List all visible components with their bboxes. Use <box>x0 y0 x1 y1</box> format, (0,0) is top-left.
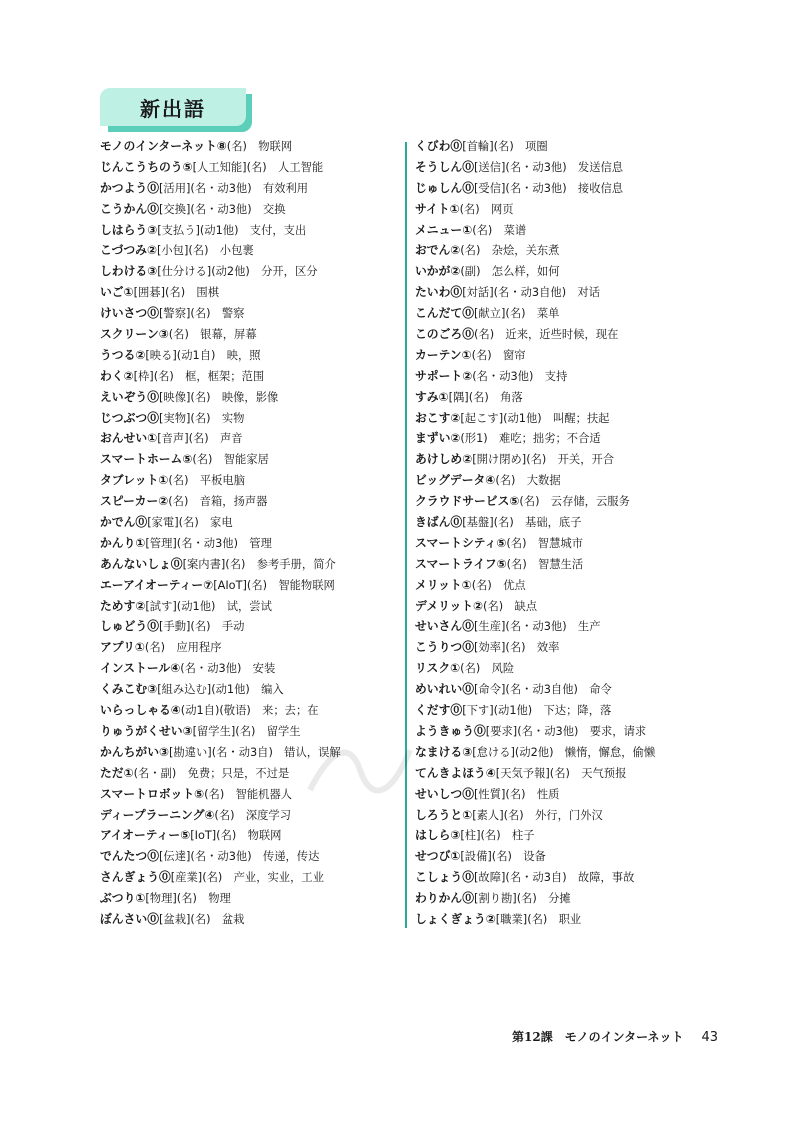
vocab-definition: [開け閉め](名) 开关，开合 <box>472 453 615 467</box>
vocab-entry <box>415 846 715 867</box>
vocab-entry <box>100 261 400 282</box>
vocab-entry <box>100 199 400 220</box>
vocab-entry <box>100 220 400 241</box>
vocab-reading: サポート② <box>415 368 473 383</box>
vocab-reading: こしょう⓪ <box>415 870 474 885</box>
vocab-entry <box>415 366 715 387</box>
vocab-entry <box>100 449 400 470</box>
footer-lesson-title: 第12課 モノのインターネット <box>512 1030 684 1044</box>
vocab-entry <box>415 408 715 429</box>
vocab-entry <box>100 533 400 554</box>
vocab-definition: [枠](名) 框，框架；范围 <box>133 369 265 383</box>
vocab-entry <box>415 428 715 449</box>
vocab-definition: [小包](名) 小包裹 <box>156 244 254 258</box>
vocab-definition: (名) 大数据 <box>495 474 561 488</box>
vocab-entry <box>100 575 400 596</box>
vocab-definition: [献立](名) 菜单 <box>474 307 560 321</box>
page-number: 43 <box>701 1030 719 1045</box>
vocab-reading: しろうと① <box>415 807 473 822</box>
vocab-entry <box>415 658 715 679</box>
vocab-definition: (形1) 难吃；拙劣；不合适 <box>460 432 601 446</box>
vocab-entry <box>100 658 400 679</box>
vocab-entry <box>415 387 715 408</box>
vocab-entry <box>100 805 400 826</box>
vocab-definition: [IoT](名) 物联网 <box>190 829 282 843</box>
vocab-reading: おんせい① <box>100 431 158 446</box>
vocab-definition: (名) 物联网 <box>226 140 293 153</box>
vocab-reading: じつぶつ⓪ <box>100 410 159 425</box>
vocab-entry <box>100 491 400 512</box>
vocab-entry <box>415 199 715 220</box>
vocab-reading: デメリット② <box>415 598 484 613</box>
vocab-reading: てんきよほう④ <box>415 765 496 780</box>
vocab-definition: [映る](动1自) 映，照 <box>145 348 261 362</box>
vocab-reading: じゅしん⓪ <box>415 180 474 195</box>
vocab-reading: しわける③ <box>100 264 158 279</box>
vocab-definition: [対話](名・动3自他) 对话 <box>462 286 600 300</box>
vocab-entry <box>100 470 400 491</box>
vocab-definition: [管理](名・动3他) 管理 <box>145 536 272 550</box>
vocab-definition: (名) 窗帘 <box>471 348 526 362</box>
vocab-reading: すみ① <box>415 389 449 404</box>
vocab-column-left <box>100 136 400 930</box>
vocab-entry <box>415 679 715 700</box>
vocab-reading: ためす② <box>100 598 146 613</box>
vocab-definition: (名) 音箱，扬声器 <box>168 495 268 509</box>
vocab-entry <box>100 825 400 846</box>
vocab-definition: [起こす](动1他) 叫醒；扶起 <box>460 411 610 425</box>
vocab-reading: あけしめ② <box>415 452 473 467</box>
vocab-reading: わく② <box>100 368 134 383</box>
vocab-entry <box>100 846 400 867</box>
vocab-definition: [生産](名・动3他) 生产 <box>474 620 601 634</box>
vocab-reading: あんないしょ⓪ <box>100 556 183 571</box>
vocab-definition: (名) 平板电脑 <box>168 474 245 488</box>
vocab-entry <box>100 637 400 658</box>
vocab-reading: えいぞう⓪ <box>100 389 159 404</box>
vocab-definition: [活用](名・动3他) 有效利用 <box>159 181 309 195</box>
vocab-entry <box>415 616 715 637</box>
vocab-definition: (名) 云存储，云服务 <box>519 495 630 509</box>
vocab-entry <box>415 324 715 345</box>
vocab-reading: このごろ⓪ <box>415 327 474 342</box>
vocab-definition: [受信](名・动3他) 接收信息 <box>474 181 624 195</box>
vocab-entry <box>415 825 715 846</box>
vocab-reading: スマートライフ⑤ <box>415 556 507 571</box>
vocab-reading: いらっしゃる④ <box>100 703 181 718</box>
vocab-definition: (副) 怎么样，如何 <box>460 265 560 279</box>
vocab-definition: (名・动3他) 支持 <box>472 369 568 383</box>
vocab-reading: いご① <box>100 285 134 300</box>
vocab-definition: (名) 缺点 <box>483 599 538 613</box>
vocab-entry <box>100 596 400 617</box>
vocab-definition: [要求](名・动3他) 要求，请求 <box>485 724 647 738</box>
vocab-definition: [伝達](名・动3他) 传递，传达 <box>159 850 320 864</box>
vocab-definition: (名) 菜谱 <box>472 223 527 237</box>
vocab-definition: (名) 银幕，屏幕 <box>168 328 257 342</box>
vocab-reading: うつる② <box>100 347 146 362</box>
vocab-definition: (名・副) 免费；只是，不过是 <box>133 766 290 780</box>
vocab-reading: スマートシティ⑤ <box>415 535 507 550</box>
section-title: 新出語 <box>140 96 206 121</box>
vocab-reading: じんこうちのう⑤ <box>100 159 193 174</box>
vocab-reading: ようきゅう⓪ <box>415 723 486 738</box>
vocab-reading: せいしつ⓪ <box>415 786 474 801</box>
page-footer <box>512 1028 718 1045</box>
vocab-entry <box>415 512 715 533</box>
vocab-definition: (名) 网页 <box>459 202 514 216</box>
vocab-entry <box>415 805 715 826</box>
vocab-entry <box>415 763 715 784</box>
vocab-entry <box>100 282 400 303</box>
vocab-reading: クラウドサービス⑤ <box>415 494 520 509</box>
vocab-entry <box>100 867 400 888</box>
vocab-reading: こづつみ② <box>100 243 157 258</box>
vocab-entry <box>100 888 400 909</box>
vocab-definition: (名) 优点 <box>471 578 526 592</box>
vocab-definition: [警察](名) 警察 <box>159 307 245 321</box>
vocab-reading: せつび① <box>415 849 461 864</box>
vocab-definition: [職業](名) 职业 <box>495 912 582 926</box>
vocab-definition: [音声](名) 声音 <box>157 432 243 446</box>
vocab-entry <box>415 533 715 554</box>
vocab-reading: メリット① <box>415 577 472 592</box>
vocab-reading: なまける③ <box>415 744 473 759</box>
section-header-tab <box>100 88 246 126</box>
vocab-entry <box>415 867 715 888</box>
vocab-entry <box>100 303 400 324</box>
vocab-entry <box>100 366 400 387</box>
vocab-reading: しゅどう⓪ <box>100 619 159 634</box>
vocab-reading: タブレット① <box>100 473 169 488</box>
vocab-definition: [交換](名・动3他) 交换 <box>159 202 286 216</box>
vocab-entry <box>415 742 715 763</box>
vocab-definition: [天気予報](名) 天气预报 <box>495 766 627 780</box>
vocab-entry <box>415 637 715 658</box>
vocab-entry <box>415 345 715 366</box>
vocab-definition: [映像](名) 映像，影像 <box>159 390 279 404</box>
vocab-reading: けいさつ⓪ <box>100 306 159 321</box>
vocab-definition: [首輪](名) 项圈 <box>462 140 548 153</box>
vocab-entry <box>415 449 715 470</box>
vocab-reading: ディープラーニング④ <box>100 807 215 822</box>
vocab-entry <box>415 240 715 261</box>
vocab-reading: おでん② <box>415 243 461 258</box>
vocab-reading: くびわ⓪ <box>415 139 463 153</box>
vocab-reading: スマートホーム⑤ <box>100 452 193 467</box>
vocab-definition: (名) 智慧生活 <box>506 557 584 571</box>
vocab-entry <box>100 157 400 178</box>
vocab-reading: かつよう⓪ <box>100 180 159 195</box>
vocab-reading: ただ① <box>100 765 134 780</box>
vocab-definition: [盆栽](名) 盆栽 <box>159 912 245 926</box>
vocab-reading: サイト① <box>415 201 460 216</box>
vocab-entry <box>100 616 400 637</box>
vocab-definition: [試す](动1他) 试，尝试 <box>145 599 272 613</box>
vocab-entry <box>100 324 400 345</box>
vocab-definition: (动1自)(敬语) 来；去；在 <box>180 704 319 718</box>
vocab-reading: わりかん⓪ <box>415 891 474 906</box>
vocab-entry <box>100 387 400 408</box>
vocab-definition: (名) 近来，近些时候，现在 <box>474 328 619 342</box>
vocab-definition: [送信](名・动3他) 发送信息 <box>474 160 624 174</box>
vocab-reading: せいさん⓪ <box>415 619 474 634</box>
vocab-entry <box>100 428 400 449</box>
vocab-entry <box>100 909 400 930</box>
vocab-entry <box>415 220 715 241</box>
vocab-reading: こうかん⓪ <box>100 201 159 216</box>
vocab-entry <box>100 700 400 721</box>
vocab-reading: きばん⓪ <box>415 515 463 530</box>
vocab-reading: かんり① <box>100 535 146 550</box>
vocab-column-right <box>415 136 715 930</box>
section-header-face <box>100 88 246 126</box>
vocab-entry <box>415 178 715 199</box>
vocab-reading: そうしん⓪ <box>415 159 474 174</box>
vocab-definition: [手動](名) 手动 <box>159 620 245 634</box>
vocab-entry <box>100 554 400 575</box>
vocab-reading: ぶつり① <box>100 891 146 906</box>
vocab-reading: インストール④ <box>100 661 181 676</box>
vocab-entry <box>415 282 715 303</box>
vocab-entry <box>415 491 715 512</box>
vocab-reading: ぼんさい⓪ <box>100 911 159 926</box>
vocab-reading: めいれい⓪ <box>415 682 474 697</box>
vocab-reading: くだす⓪ <box>415 703 463 718</box>
vocab-reading: モノのインターネット⑧ <box>100 139 227 153</box>
vocab-reading: メニュー① <box>415 222 473 237</box>
vocab-reading: エーアイオーティー⑦ <box>100 577 214 592</box>
vocab-reading: たいわ⓪ <box>415 285 463 300</box>
vocab-definition: [物理](名) 物理 <box>145 892 231 906</box>
vocab-reading: いかが② <box>415 264 461 279</box>
vocab-reading: こうりつ⓪ <box>415 640 474 655</box>
vocab-entry <box>415 596 715 617</box>
vocab-entry <box>415 575 715 596</box>
vocab-entry <box>100 742 400 763</box>
vocab-reading: アプリ① <box>100 640 145 655</box>
vocab-definition: [割り勘](名) 分摊 <box>474 892 571 906</box>
vocab-entry <box>100 345 400 366</box>
vocab-definition: [性質](名) 性质 <box>474 787 560 801</box>
vocab-reading: こんだて⓪ <box>415 306 474 321</box>
vocab-reading: りゅうがくせい③ <box>100 723 193 738</box>
vocab-reading: アイオーティー⑤ <box>100 828 191 843</box>
vocab-definition: [産業](名) 产业，实业，工业 <box>170 871 324 885</box>
vocab-reading: スクリーン③ <box>100 327 169 342</box>
vocab-entry <box>100 136 400 157</box>
vocab-definition: [故障](名・动3自) 故障，事故 <box>474 871 635 885</box>
vocab-definition: [素人](名) 外行，门外汉 <box>472 808 603 822</box>
vocab-definition: [怠ける](动2他) 懒惰，懈怠，偷懒 <box>472 745 656 759</box>
vocab-definition: [家電](名) 家电 <box>147 516 233 530</box>
vocab-entry <box>415 909 715 930</box>
vocab-definition: (名) 风险 <box>460 662 515 676</box>
vocab-definition: [実物](名) 实物 <box>159 411 245 425</box>
vocab-definition: [留学生](名) 留学生 <box>192 724 301 738</box>
vocab-reading: でんたつ⓪ <box>100 849 159 864</box>
vocab-entry <box>100 784 400 805</box>
vocab-definition: [基盤](名) 基础，底子 <box>462 516 582 530</box>
vocab-definition: [命令](名・动3自他) 命令 <box>474 683 612 697</box>
vocab-definition: [効率](名) 效率 <box>474 641 560 655</box>
vocab-entry <box>415 888 715 909</box>
vocab-reading: くみこむ③ <box>100 682 158 697</box>
vocab-definition: [隅](名) 角落 <box>448 390 523 404</box>
vocab-definition: [柱](名) 柱子 <box>460 829 535 843</box>
vocab-reading: カーテン① <box>415 347 472 362</box>
vocab-reading: スマートロボット⑤ <box>100 786 205 801</box>
vocab-definition: [案内書](名) 参考手册，简介 <box>182 557 336 571</box>
vocab-definition: [設備](名) 设备 <box>460 850 546 864</box>
vocab-reading: まずい② <box>415 431 461 446</box>
vocab-reading: しょくぎょう② <box>415 911 496 926</box>
vocab-entry <box>415 700 715 721</box>
vocab-reading: しはらう③ <box>100 222 158 237</box>
vocab-definition: [人工知能](名) 人工智能 <box>192 160 324 174</box>
vocab-definition: (名) 智能机器人 <box>204 787 293 801</box>
vocab-definition: (名) 智慧城市 <box>506 536 583 550</box>
vocab-entry <box>415 157 715 178</box>
vocab-definition: [下す](动1他) 下达；降，落 <box>462 704 612 718</box>
vocab-definition: (名) 智能家居 <box>192 453 269 467</box>
vocab-reading: ビッグデータ④ <box>415 473 496 488</box>
vocab-definition: [AIoT](名) 智能物联网 <box>213 578 335 592</box>
column-divider <box>405 142 407 928</box>
vocab-entry <box>100 240 400 261</box>
vocab-definition: [仕分ける](动2他) 分开，区分 <box>157 265 318 279</box>
vocab-entry <box>415 303 715 324</box>
vocab-definition: [支払う](动1他) 支付，支出 <box>157 223 307 237</box>
vocab-entry <box>415 470 715 491</box>
vocab-entry <box>415 554 715 575</box>
vocab-entry <box>100 763 400 784</box>
vocab-definition: (名・动3他) 安装 <box>180 662 276 676</box>
vocab-reading: リスク① <box>415 661 461 676</box>
vocab-entry <box>415 261 715 282</box>
vocab-entry <box>100 721 400 742</box>
vocab-reading: かでん⓪ <box>100 515 148 530</box>
vocab-definition: (名) 杂烩，关东煮 <box>460 244 560 258</box>
vocab-entry <box>100 408 400 429</box>
vocab-reading: かんちがい③ <box>100 744 169 759</box>
vocab-entry <box>100 178 400 199</box>
vocab-definition: (名) 应用程序 <box>144 641 222 655</box>
vocab-definition: [囲碁](名) 围棋 <box>133 286 220 300</box>
vocab-entry <box>100 512 400 533</box>
vocab-reading: スピーカー② <box>100 494 169 509</box>
vocab-definition: [勘違い](名・动3自) 错认，误解 <box>168 745 341 759</box>
vocab-reading: はしら③ <box>415 828 461 843</box>
vocab-entry <box>415 136 715 157</box>
vocab-definition: (名) 深度学习 <box>214 808 292 822</box>
vocab-entry <box>415 721 715 742</box>
vocab-entry <box>100 679 400 700</box>
vocab-reading: さんぎょう⓪ <box>100 870 171 885</box>
vocab-entry <box>415 784 715 805</box>
vocab-definition: [組み込む](动1他) 编入 <box>157 683 284 697</box>
vocab-reading: おこす② <box>415 410 461 425</box>
